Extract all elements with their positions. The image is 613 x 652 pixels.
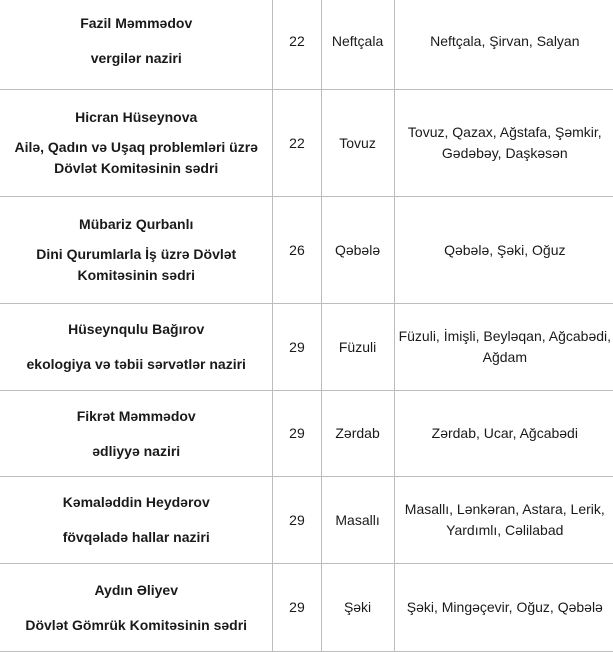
regions-text: Şəki, Mingəçevir, Oğuz, Qəbələ bbox=[406, 599, 603, 615]
regions-text: Tovuz, Qazax, Ağstafa, Şəmkir, Gədəbəy, Daşkəsən bbox=[407, 124, 602, 161]
official-name: Kəmaləddin Heydərov bbox=[62, 494, 210, 510]
table-row bbox=[0, 477, 613, 564]
official-cell bbox=[0, 304, 273, 391]
district-cell: Masallı bbox=[321, 477, 394, 564]
age-cell: 29 bbox=[273, 391, 321, 477]
official-name: Aydın Əliyev bbox=[94, 581, 178, 598]
official-role: vergilər naziri bbox=[90, 50, 182, 66]
official-name: Hicran Hüseynova bbox=[75, 109, 198, 125]
age-cell: 29 bbox=[273, 477, 321, 564]
district-cell: Qəbələ bbox=[321, 197, 394, 304]
regions-cell bbox=[394, 0, 613, 90]
official-role: Dövlət Gömrük Komitəsinin sədri bbox=[25, 616, 248, 633]
official-role: Ailə, Qadın və Uşaq problemləri üzrə Dövlət Komitəsinin sədri bbox=[14, 139, 258, 176]
official-cell bbox=[0, 564, 273, 652]
table-row bbox=[0, 0, 613, 90]
official-name: Hüseynqulu Bağırov bbox=[68, 321, 205, 337]
official-role: ekologiya və təbii sərvətlər naziri bbox=[26, 356, 246, 372]
district-cell: Füzuli bbox=[321, 304, 394, 391]
table-row bbox=[0, 391, 613, 477]
age-cell: 26 bbox=[273, 197, 321, 304]
official-name: Fikrət Məmmədov bbox=[76, 407, 196, 424]
official-role: ədliyyə naziri bbox=[92, 442, 181, 459]
official-cell bbox=[0, 477, 273, 564]
table-row bbox=[0, 197, 613, 304]
official-name: Fazil Məmmədov bbox=[80, 15, 193, 31]
regions-cell bbox=[394, 391, 613, 477]
regions-cell bbox=[394, 304, 613, 391]
official-cell bbox=[0, 90, 273, 197]
official-name: Mübariz Qurbanlı bbox=[79, 216, 194, 232]
age-cell: 22 bbox=[273, 90, 321, 197]
regions-cell bbox=[394, 90, 613, 197]
official-role: fövqəladə hallar naziri bbox=[62, 529, 210, 545]
age-cell: 22 bbox=[273, 0, 321, 90]
official-role: Dini Qurumlarla İş üzrə Dövlət Komitəsinin sədri bbox=[36, 246, 237, 283]
official-cell bbox=[0, 391, 273, 477]
table-row bbox=[0, 90, 613, 197]
district-cell: Zərdab bbox=[321, 391, 394, 477]
table-row bbox=[0, 564, 613, 652]
regions-text: Füzuli, İmişli, Beyləqan, Ağcabədi, Ağdam bbox=[398, 328, 612, 365]
district-cell: Tovuz bbox=[321, 90, 394, 197]
table-row bbox=[0, 304, 613, 391]
regions-text: Neftçala, Şirvan, Salyan bbox=[430, 32, 580, 49]
district-cell: Neftçala bbox=[321, 0, 394, 90]
official-cell bbox=[0, 0, 273, 90]
regions-cell bbox=[394, 477, 613, 564]
regions-text: Masallı, Lənkəran, Astara, Lerik, Yardımlı, Cəlilabad bbox=[404, 501, 605, 538]
regions-cell bbox=[394, 197, 613, 304]
age-cell: 29 bbox=[273, 304, 321, 391]
district-cell: Şəki bbox=[321, 564, 394, 652]
regions-text: Zərdab, Ucar, Ağcabədi bbox=[431, 425, 578, 441]
official-cell bbox=[0, 197, 273, 304]
regions-cell bbox=[394, 564, 613, 652]
age-cell: 29 bbox=[273, 564, 321, 652]
regions-text: Qəbələ, Şəki, Oğuz bbox=[444, 241, 566, 258]
